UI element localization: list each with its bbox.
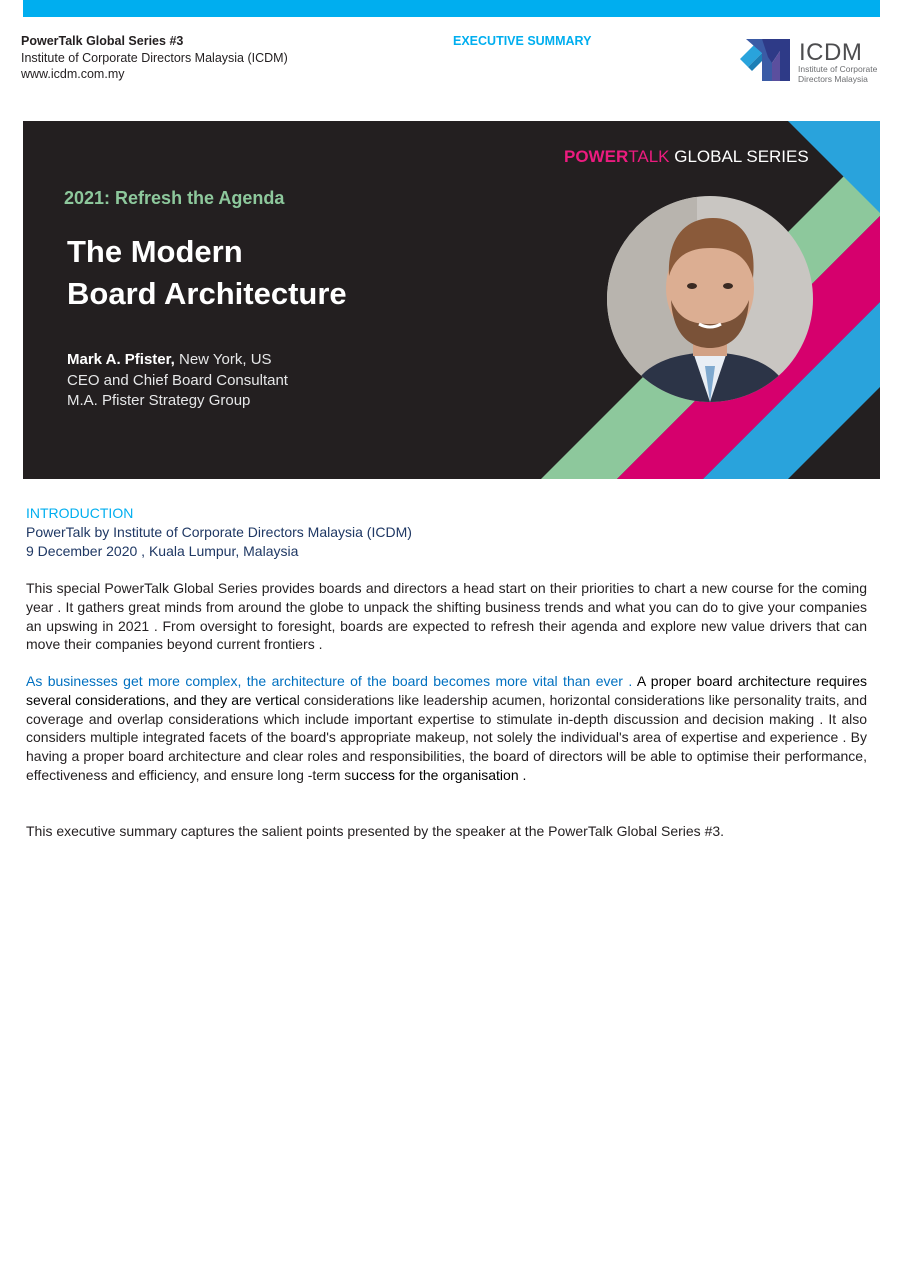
- event-date-location: 9 December 2020 , Kuala Lumpur, Malaysia: [26, 542, 299, 559]
- paragraph-overview: This special PowerTalk Global Series provides boards and directors a head start on their priorities to chart a new course for the coming year . It gathers great minds from around the globe to unpack the shifting business trends and what you can do to give your companies an upswing in 2021 . From oversight to foresight, boards are expected to refresh their agenda and explore new value drivers that can move their companies beyond current frontiers .: [26, 580, 867, 653]
- doc-type-label: EXECUTIVE SUMMARY: [453, 34, 592, 48]
- banner-title: [67, 231, 347, 315]
- paragraph-highlight: As businesses get more complex, the architecture of the board becomes more vital than ever .: [26, 673, 633, 689]
- speaker-name-line: [67, 350, 288, 371]
- paragraph-body: l considerations like leadership acumen, horizontal considerations like personality traits, and coverage and overlap considerations which include important expertise to stimulate in-depth discussion and decision making . It also considers multiple integrated facets of the board's appropriate makeup, not solely the individual's area of expertise and experience . By having a proper board architecture and clear roles and responsibilities, the board of directors will be able to optimise their performance, effectiveness and efficiency, and ensure long -term s: [26, 691, 867, 783]
- speaker-portrait-image: [607, 196, 813, 402]
- logo-subtitle: [798, 65, 877, 84]
- icdm-logo-icon: [738, 35, 798, 85]
- event-organizer: PowerTalk by Institute of Corporate Directors Malaysia (ICDM): [26, 523, 412, 540]
- hero-banner: [23, 121, 880, 479]
- logo-wordmark: ICDM: [799, 39, 863, 66]
- website-link[interactable]: www.icdm.com.my: [21, 67, 125, 81]
- logo-subtitle-line2: Directors Malaysia: [798, 73, 868, 84]
- introduction-heading: INTRODUCTION: [26, 505, 134, 521]
- paragraph-ending: uccess for the organisation .: [351, 766, 527, 783]
- brand-talk: TALK: [628, 147, 670, 166]
- paragraph-emphasis: A proper board architecture requires several considerations, and they are vertica: [26, 673, 867, 708]
- speaker-info: [67, 350, 288, 412]
- logo-subtitle-line1: Institute of Corporate: [798, 64, 878, 74]
- title-line-2: Board Architecture: [67, 276, 347, 311]
- brand-global-series: GLOBAL SERIES: [669, 147, 809, 166]
- series-label: PowerTalk Global Series #3: [21, 34, 184, 48]
- introduction-section: [26, 504, 867, 560]
- speaker-role: CEO and Chief Board Consultant: [67, 371, 288, 389]
- speaker-company: M.A. Pfister Strategy Group: [67, 392, 251, 409]
- org-label: Institute of Corporate Directors Malaysia (ICDM): [21, 50, 288, 65]
- top-accent-bar: [23, 0, 880, 17]
- speaker-photo: [607, 196, 813, 402]
- speaker-location: New York, US: [174, 351, 272, 368]
- speaker-name: Mark A. Pfister,: [67, 351, 175, 368]
- brand-power: POWER: [564, 147, 629, 166]
- header-info: [21, 33, 288, 83]
- paragraph-summary-note: This executive summary captures the salient points presented by the speaker at the PowerTalk Global Series #3.: [26, 823, 725, 839]
- paragraph-architecture: [26, 672, 867, 785]
- icdm-logo: [738, 35, 878, 85]
- title-line-1: The Modern: [67, 234, 243, 269]
- agenda-subtitle: 2021: Refresh the Agenda: [64, 188, 285, 208]
- series-brand: [564, 147, 809, 167]
